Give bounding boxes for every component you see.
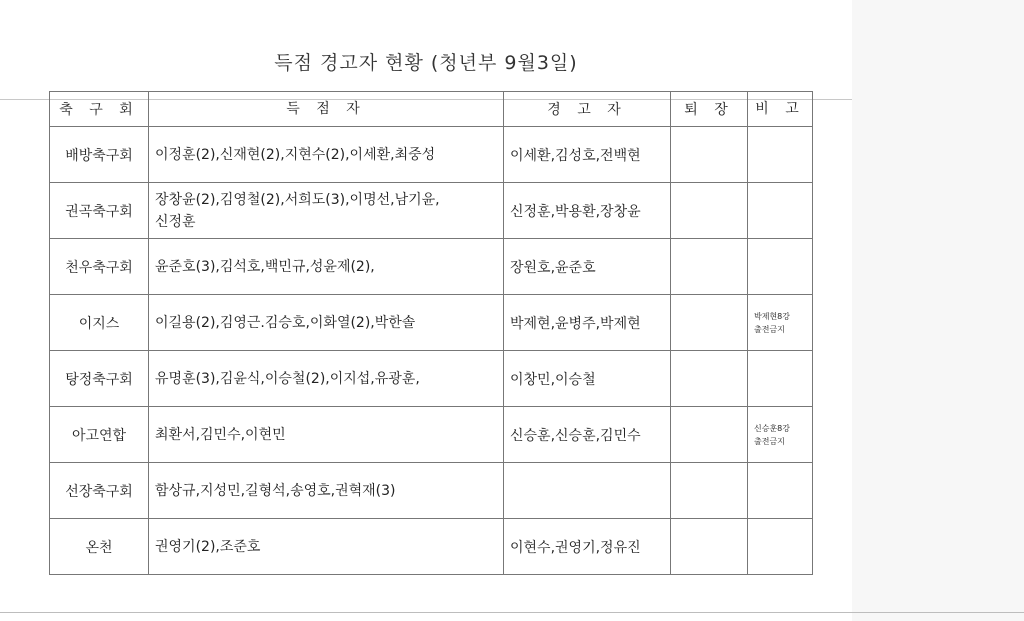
warnings-cell: 이현수,권영기,정유진 (504, 519, 671, 575)
warnings-cell: 박제현,윤병주,박제현 (504, 295, 671, 351)
scorers-cell: 윤준호(3),김석호,백민규,성윤제(2), (149, 239, 504, 295)
sendoff-cell (671, 407, 748, 463)
note-cell (748, 351, 813, 407)
table-row (50, 295, 813, 351)
header-note: 비 고 (748, 92, 813, 127)
sendoff-cell (671, 519, 748, 575)
scorers-cell: 장창윤(2),김영철(2),서희도(3),이명선,남기윤, 신정훈 (149, 183, 504, 239)
note-cell: 신승훈8강 출전금지 (748, 407, 813, 463)
warnings-cell: 신정훈,박용환,장창윤 (504, 183, 671, 239)
club-cell: 이지스 (50, 295, 149, 351)
club-cell: 배방축구회 (50, 127, 149, 183)
warnings-cell: 이창민,이승철 (504, 351, 671, 407)
note-cell (748, 519, 813, 575)
club-cell: 탕정축구회 (50, 351, 149, 407)
warnings-cell: 신승훈,신승훈,김민수 (504, 407, 671, 463)
club-cell: 권곡축구회 (50, 183, 149, 239)
scorers-cell: 이길용(2),김영근.김승호,이화열(2),박한솔 (149, 295, 504, 351)
page-edge-line (0, 612, 1024, 613)
header-scorers: 득 점 자 (149, 92, 504, 127)
sendoff-cell (671, 127, 748, 183)
scorers-cell: 최환서,김민수,이현민 (149, 407, 504, 463)
note-cell (748, 127, 813, 183)
document-title: 득점 경고자 현황 (청년부 9월3일) (274, 52, 578, 74)
table-row (50, 463, 813, 519)
header-sendoff: 퇴 장 (671, 92, 748, 127)
scorers-cell: 함상규,지성민,길형석,송영호,권혁재(3) (149, 463, 504, 519)
table-row (50, 351, 813, 407)
warnings-cell (504, 463, 671, 519)
note-cell (748, 183, 813, 239)
club-cell: 천우축구회 (50, 239, 149, 295)
sendoff-cell (671, 183, 748, 239)
sendoff-cell (671, 239, 748, 295)
header-club: 축 구 회 (50, 92, 149, 127)
club-cell: 선장축구회 (50, 463, 149, 519)
table-row (50, 127, 813, 183)
table-row (50, 183, 813, 239)
table-row (50, 407, 813, 463)
warnings-cell: 장원호,윤준호 (504, 239, 671, 295)
scorers-cell: 이정훈(2),신재현(2),지현수(2),이세환,최중성 (149, 127, 504, 183)
club-cell: 온천 (50, 519, 149, 575)
sendoff-cell (671, 463, 748, 519)
table-row (50, 239, 813, 295)
table-header-row (50, 92, 813, 127)
club-cell: 아고연합 (50, 407, 149, 463)
note-cell (748, 463, 813, 519)
scorers-cell: 유명훈(3),김윤식,이승철(2),이지섭,유광훈, (149, 351, 504, 407)
table-row (50, 519, 813, 575)
sendoff-cell (671, 295, 748, 351)
warnings-cell: 이세환,김성호,전백현 (504, 127, 671, 183)
note-cell: 박제현8강 출전금지 (748, 295, 813, 351)
scorers-cell: 권영기(2),조준호 (149, 519, 504, 575)
sendoff-cell (671, 351, 748, 407)
header-warnings: 경 고 자 (504, 92, 671, 127)
score-table (49, 91, 813, 575)
note-cell (748, 239, 813, 295)
